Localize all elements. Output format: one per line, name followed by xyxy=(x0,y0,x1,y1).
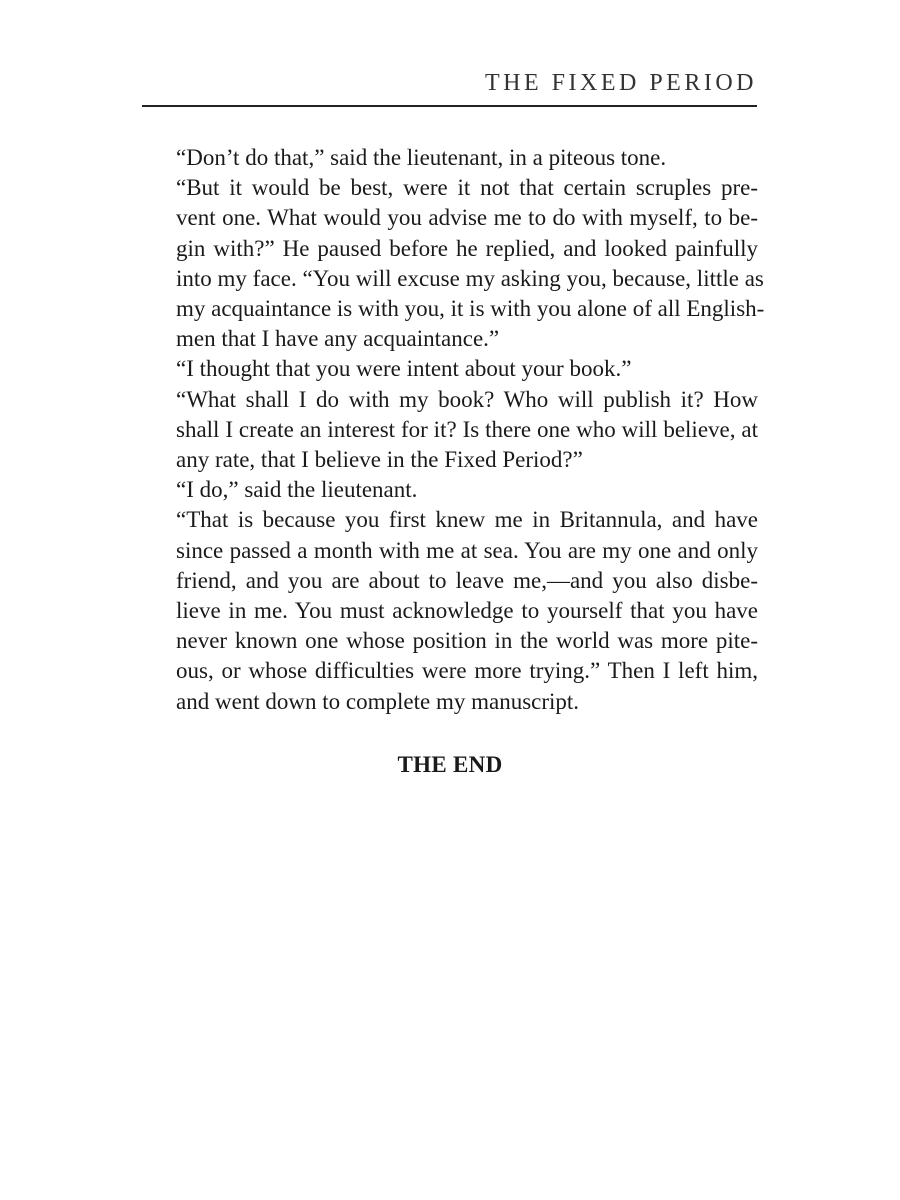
text-line: and went down to complete my manuscript. xyxy=(176,688,580,714)
paragraph xyxy=(142,385,758,476)
text-line: my acquaintance is with you, it is with you alone of all English- xyxy=(176,296,765,322)
paragraph xyxy=(142,354,758,384)
text-line: “What shall I do with my book? Who will publish it? How xyxy=(176,386,758,412)
text-line: “But it would be best, were it not that certain scruples pre- xyxy=(176,175,758,201)
text-line: lieve in me. You must acknowledge to yourself that you have xyxy=(176,598,758,624)
text-line: gin with?” He paused before he replied, and looked painfully xyxy=(176,235,758,261)
paragraph xyxy=(142,143,758,173)
text-line: ous, or whose difficulties were more trying.” Then I left him, xyxy=(176,658,758,684)
text-line: into my face. “You will excuse my asking you, because, little as xyxy=(176,265,764,291)
the-end-heading: THE END xyxy=(397,752,503,777)
text-line: any rate, that I believe in the Fixed Period?” xyxy=(176,447,583,473)
text-line: never known one whose position in the world was more pite- xyxy=(176,628,758,654)
text-line: vent one. What would you advise me to do with myself, to be- xyxy=(176,205,758,231)
text-line: men that I have any acquaintance.” xyxy=(176,326,500,352)
paragraph xyxy=(142,173,765,354)
text-line: “I do,” said the lieutenant. xyxy=(176,477,418,503)
paragraph xyxy=(142,475,758,505)
text-line: “Don’t do that,” said the lieutenant, in a piteous tone. xyxy=(176,145,667,170)
running-head: THE FIXED PERIOD xyxy=(485,70,757,96)
text-line: “I thought that you were intent about your book.” xyxy=(176,356,632,382)
text-line: shall I create an interest for it? Is there one who will believe, at xyxy=(176,416,758,442)
header-rule xyxy=(142,105,757,107)
text-line: “That is because you first knew me in Britannula, and have xyxy=(176,507,758,533)
text-line: since passed a month with me at sea. You are my one and only xyxy=(176,537,758,563)
paragraph xyxy=(142,505,758,716)
body-text xyxy=(142,143,765,717)
text-line: friend, and you are about to leave me,—and you also disbe- xyxy=(176,567,758,593)
